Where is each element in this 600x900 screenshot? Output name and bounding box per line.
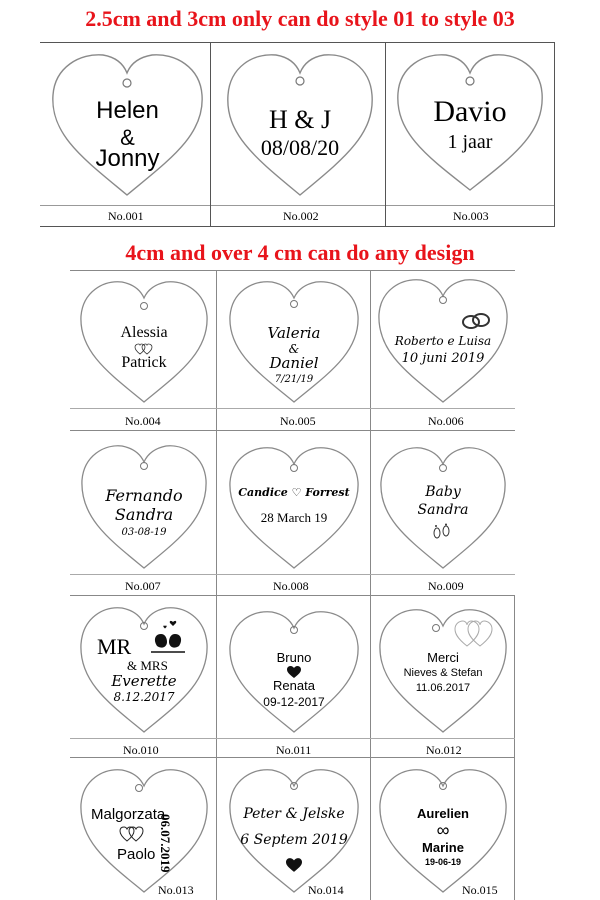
tag-line-3: 11.06.2017: [415, 682, 471, 694]
style-007-number: No.007: [125, 579, 161, 593]
style-015-number: No.015: [462, 883, 498, 897]
tag-line-2: &: [288, 342, 300, 356]
tag-line-4: 19-06-19: [424, 857, 462, 867]
tag-line-1: Fernando: [105, 486, 183, 505]
tag-name-2: Forrest: [305, 486, 350, 499]
heart-outline-small-icon: ♡: [291, 486, 302, 499]
style-010-number: No.010: [123, 743, 159, 757]
style-006-number: No.006: [428, 414, 464, 428]
style-003-tag: [390, 45, 550, 205]
style-007-tag: [76, 438, 212, 572]
grid-col-2: [370, 270, 371, 900]
tag-line-1: Bruno: [276, 650, 312, 665]
style-014-tag: [224, 762, 364, 896]
style-015-tag: [374, 762, 512, 896]
baby-feet-icon: [431, 523, 453, 539]
style-001-tag: [45, 45, 210, 205]
tag-line-1: Davio: [433, 95, 507, 128]
tag-name-1: Candice: [238, 486, 288, 499]
grid-col-3: [514, 595, 515, 900]
style-009-tag: [375, 440, 511, 572]
tag-line-1: Roberto e Luisa: [394, 334, 492, 348]
solid-heart-icon: [286, 858, 302, 872]
tag-line-3: 28 March 19: [260, 510, 328, 525]
grid-top-line: [70, 270, 515, 271]
grid-col-1: [216, 270, 217, 900]
style-008-number: No.008: [273, 579, 309, 593]
tag-line-3: 09-12-2017: [263, 695, 325, 709]
frame-row1-div2: [385, 42, 386, 226]
style-013-tag: [75, 762, 213, 896]
style-005-tag: [224, 274, 364, 406]
frame-row1-bottom-line: [40, 226, 555, 227]
heart-outline-icon: [224, 440, 364, 572]
style-008-tag: [224, 440, 364, 572]
tag-line-2: & MRS: [127, 658, 168, 673]
grid-row2-label-line: [70, 574, 515, 575]
love-birds-icon: [149, 616, 187, 656]
tag-line-2: &: [120, 125, 135, 150]
style-004-tag: [75, 274, 213, 406]
tag-line-1: Helen: [96, 97, 159, 124]
tag-line-3: Marine: [422, 840, 464, 855]
tag-line-2: Sandra: [114, 505, 174, 524]
style-012-number: No.012: [426, 743, 462, 757]
tag-line-1: Alessia: [120, 324, 168, 341]
style-011-tag: [224, 604, 364, 736]
tag-line-2: 1 jaar: [447, 131, 493, 153]
tag-line-3: Jonny: [95, 145, 160, 172]
tag-line-3: Everette: [111, 672, 177, 690]
frame-top-line: [40, 42, 555, 43]
grid-line-3: [70, 595, 515, 596]
tag-line-3: Daniel: [269, 354, 319, 372]
style-010-tag: [75, 600, 213, 736]
style-002-number: No.002: [283, 209, 319, 223]
tag-line-1: Valeria: [267, 324, 321, 342]
frame-row1-right: [554, 42, 555, 226]
style-005-number: No.005: [280, 414, 316, 428]
tag-line-2: Sandra: [417, 502, 469, 518]
style-009-number: No.009: [428, 579, 464, 593]
tag-line-2: 10 juni 2019: [401, 351, 485, 366]
tag-line-4: 7/21/19: [274, 374, 314, 385]
solid-heart-icon: [287, 666, 301, 678]
wedding-rings-icon: [459, 310, 493, 330]
tag-line-1: Aurelien: [416, 806, 469, 821]
tag-line-2: 08/08/20: [260, 135, 340, 160]
style-001-number: No.001: [108, 209, 144, 223]
frame-row1-div1: [210, 42, 211, 226]
style-012-tag: [374, 602, 512, 736]
tag-line-1: H & J: [268, 105, 332, 134]
tag-line-1: Malgorzata: [91, 806, 166, 823]
grid-line-2: [70, 430, 515, 431]
heart-outline-icon: [224, 762, 364, 896]
style-003-number: No.003: [453, 209, 489, 223]
infinity-icon: ∞: [436, 820, 450, 840]
style-014-number: No.014: [308, 883, 344, 897]
tag-line-1: [224, 486, 364, 499]
style-002-tag: [220, 45, 380, 205]
grid-row3-label-line: [70, 738, 515, 739]
tag-line-1: Merci: [427, 650, 459, 665]
tag-line-2: Renata: [273, 678, 315, 693]
frame-row1-label-line: [40, 205, 555, 206]
tag-line-1: Baby: [425, 484, 461, 500]
interlocking-hearts-icon: [454, 620, 494, 648]
tag-line-1: MR: [97, 634, 132, 659]
tag-line-4: 8.12.2017: [113, 690, 175, 704]
tag-line-3: 03-08-19: [121, 527, 167, 538]
headline-large-sizes: 4cm and over 4 cm can do any design: [125, 240, 475, 265]
style-004-number: No.004: [125, 414, 161, 428]
style-013-number: No.013: [158, 883, 194, 897]
headline-small-sizes: 2.5cm and 3cm only can do style 01 to style 03: [85, 6, 515, 31]
tag-line-2: Patrick: [121, 354, 167, 371]
tag-line-2: Nieves & Stefan: [403, 667, 483, 679]
tag-line-2: 6 Septem 2019: [240, 832, 348, 848]
grid-row1-label-line: [70, 408, 515, 409]
tag-line-1: Peter & Jelske: [243, 806, 345, 822]
tag-line-3: 06.07.2019: [158, 814, 173, 873]
style-006-tag: [373, 272, 513, 406]
style-011-number: No.011: [276, 743, 312, 757]
two-hearts-icon: [119, 826, 145, 842]
tag-line-2: Paolo: [117, 846, 156, 863]
